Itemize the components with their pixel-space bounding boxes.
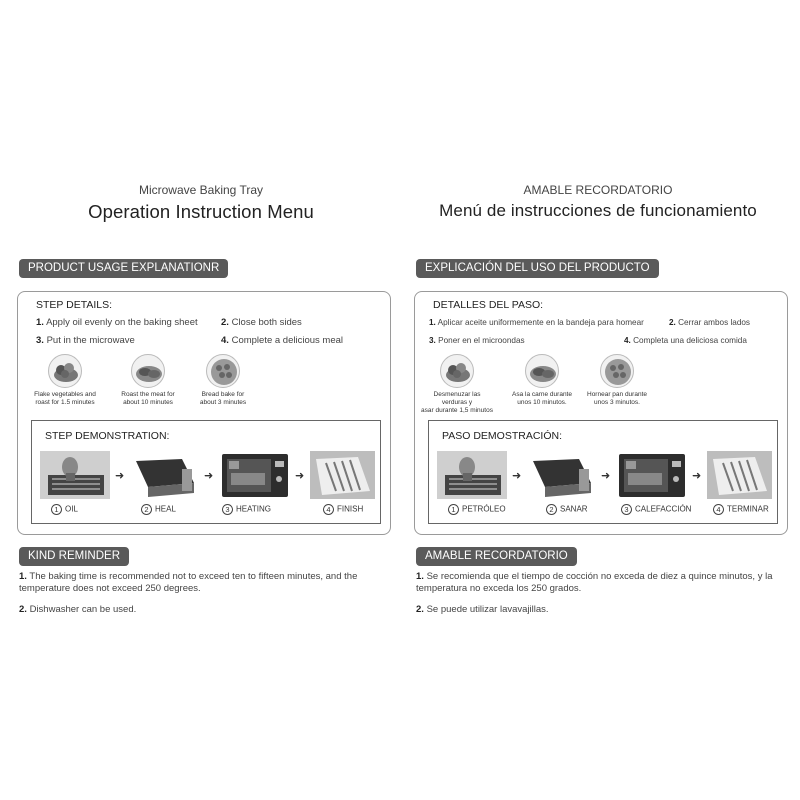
step-4: 4. Completa una deliciosa comida — [624, 336, 747, 345]
food-caption: Desmenuzar las verduras y asar durante 1,5 minutos — [421, 391, 493, 414]
step-1: 1. Aplicar aceite uniformemente en la bandeja para homear — [429, 318, 644, 327]
page-title: Operation Instruction Menu — [88, 201, 314, 222]
vegetables-icon — [440, 354, 474, 388]
demo-step-3-label: 3 HEATING — [222, 504, 271, 515]
oil-tray-photo — [40, 451, 110, 499]
food-item-meat — [506, 354, 578, 407]
food-caption: Hornear pan durante unos 3 minutos. — [587, 391, 647, 406]
food-item-bread — [187, 354, 259, 407]
page-title: Menú de instrucciones de funcionamiento — [439, 201, 757, 220]
bread-icon — [600, 354, 634, 388]
food-caption: Bread bake for about 3 minutes — [199, 391, 247, 406]
demo-step-4-label: 4 FINISH — [323, 504, 363, 515]
vegetables-icon — [48, 354, 82, 388]
subtitle: Microwave Baking Tray — [138, 183, 264, 197]
microwave-photo — [221, 451, 289, 499]
demo-step-1-label: 1 OIL — [51, 504, 78, 515]
food-caption: Asa la carne durante unos 10 minutos. — [512, 391, 572, 406]
reminder-1: 1. Se recomienda que el tiempo de cocción no exceda de diez a quince minutos, y la temperatura no exceda los 250 grados. — [416, 571, 773, 594]
step-1: 1. Apply oil evenly on the baking sheet — [36, 317, 198, 328]
roast-meat-icon — [131, 354, 165, 388]
arrow-right-icon: ➜ — [692, 470, 702, 482]
step-demonstration-panel — [428, 420, 778, 524]
reminder-section-tab: AMABLE RECORDATORIO — [416, 547, 577, 566]
food-item-vegetables — [29, 354, 101, 407]
usage-panel — [17, 291, 391, 535]
arrow-right-icon: ➜ — [204, 470, 214, 482]
food-caption: Flake vegetables and roast for 1.5 minutes — [34, 391, 96, 406]
usage-section-tab: PRODUCT USAGE EXPLANATIONR — [19, 259, 228, 278]
food-item-meat — [112, 354, 184, 407]
closed-tray-photo — [132, 451, 198, 499]
step-details-heading: STEP DETAILS: — [36, 299, 113, 311]
step-3: 3. Put in the microwave — [36, 335, 135, 346]
step-3: 3. Poner en el microondas — [429, 336, 525, 345]
oil-tray-photo — [437, 451, 507, 499]
bread-icon — [206, 354, 240, 388]
step-2: 2. Close both sides — [221, 317, 302, 328]
reminder-section-tab: KIND REMINDER — [19, 547, 129, 566]
finished-tray-photo — [707, 451, 772, 499]
step-demonstration-heading: PASO DEMOSTRACIÓN: — [442, 430, 562, 442]
usage-panel — [414, 291, 788, 535]
step-details-heading: DETALLES DEL PASO: — [433, 299, 544, 311]
demo-step-2-label: 2 SANAR — [546, 504, 588, 515]
closed-tray-photo — [529, 451, 595, 499]
demo-step-3-label: 3 CALEFACCIÓN — [621, 504, 691, 515]
food-item-bread — [581, 354, 653, 407]
usage-section-tab: EXPLICACIÓN DEL USO DEL PRODUCTO — [416, 259, 659, 278]
step-4: 4. Complete a delicious meal — [221, 335, 343, 346]
demo-step-4-label: 4 TERMINAR — [713, 504, 769, 515]
step-2: 2. Cerrar ambos lados — [669, 318, 751, 327]
step-demonstration-heading: STEP DEMONSTRATION: — [45, 430, 170, 442]
demo-step-1-label: 1 PETRÓLEO — [448, 504, 506, 515]
arrow-right-icon: ➜ — [295, 470, 305, 482]
demo-step-2-label: 2 HEAL — [141, 504, 176, 515]
subtitle: AMABLE RECORDATORIO — [523, 183, 673, 197]
reminder-2: 2. Se puede utilizar lavavajillas. — [416, 604, 549, 615]
roast-meat-icon — [525, 354, 559, 388]
spanish-column — [409, 0, 787, 800]
reminder-2: 2. Dishwasher can be used. — [19, 604, 137, 615]
microwave-photo — [618, 451, 686, 499]
step-demonstration-panel — [31, 420, 381, 524]
reminder-1: 1. The baking time is recommended not to exceed ten to fifteen minutes, and the temperature does not exceed 250 degrees. — [19, 571, 358, 594]
food-caption: Roast the meat for about 10 minutes — [121, 391, 175, 406]
arrow-right-icon: ➜ — [115, 470, 125, 482]
food-item-vegetables — [421, 354, 493, 415]
english-column — [12, 0, 390, 800]
arrow-right-icon: ➜ — [601, 470, 611, 482]
arrow-right-icon: ➜ — [512, 470, 522, 482]
finished-tray-photo — [310, 451, 375, 499]
